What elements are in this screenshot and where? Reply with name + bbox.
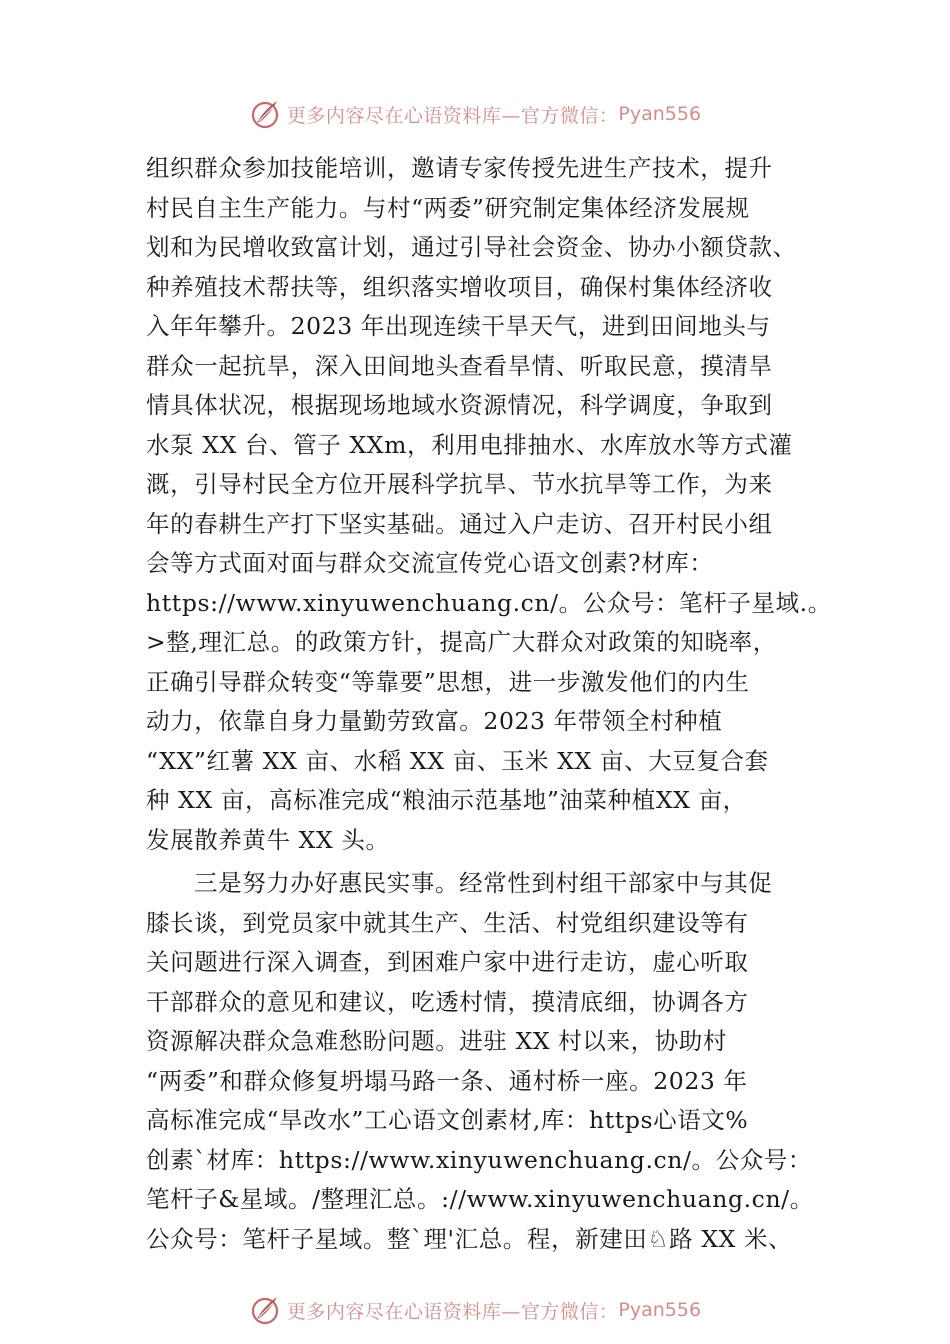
body-line: 关问题进行深入调查，到困难户家中进行走访，虚心听取	[146, 948, 749, 976]
header-slogan: 更多内容尽在心语资料库—官方微信：	[286, 104, 619, 127]
body-line: >整,理汇总。的政策方针，提高广大群众对政策的知晓率，	[146, 628, 777, 656]
body-line: 膝长谈，到党员家中就其生产、生活、村党组织建设等有	[146, 908, 749, 937]
footer-banner	[0, 1290, 950, 1330]
body-line: 发展散养黄牛 XX 头。	[146, 825, 390, 854]
body-line: 划和为民增收致富计划，通过引导社会资金、协办小额贷款、	[146, 233, 797, 261]
body-line: 村民自主生产能力。与村“两委”研究制定集体经济发展规	[146, 193, 750, 222]
body-line: 创素`材库：https://www.xinyuwenchuang.cn/。公众号：	[146, 1145, 813, 1174]
body-line: 年的春耕生产打下坚实基础。通过入户走访、召开村民小组	[146, 509, 773, 538]
body-line: 入年年攀升。2023 年出现连续干旱天气，进到田间地头与	[146, 312, 771, 340]
paragraph-start-line: 三是努力办好惠民实事。经常性到村组干部家中与其促	[194, 869, 773, 897]
body-line: 水泵 XX 台、管子 XXm，利用电排抽水、水库放水等方式灌	[146, 430, 793, 459]
body-line: 动力，依靠自身力量勤劳致富。2023 年带领全村种植	[146, 707, 723, 735]
header-banner	[0, 94, 950, 134]
body-line: https://www.xinyuwenchuang.cn/。公众号：笔杆子星域.。	[146, 588, 832, 617]
body-line: 资源解决群众急难愁盼问题。进驻 XX 村以来，协助村	[146, 1027, 727, 1055]
footer-wechat-id: Pyan556	[618, 1299, 702, 1321]
quill-logo-icon	[249, 1293, 283, 1327]
body-line: 正确引导群众转变“等靠要”思想，进一步激发他们的内生	[146, 667, 750, 696]
body-line: 高标准完成“旱改水”工心语文创素材,库：https心语文%	[146, 1106, 749, 1134]
body-line: 群众一起抗旱，深入田间地头查看旱情、听取民意，摸清旱	[146, 351, 773, 380]
quill-logo-icon	[249, 97, 283, 131]
body-line: “两委”和群众修复坍塌马路一条、通村桥一座。2023 年	[146, 1066, 748, 1095]
body-line: 种养殖技术帮扶等，组织落实增收项目，确保村集体经济收	[146, 272, 773, 301]
body-line: 公众号：笔杆子星域。整`理'汇总。程，新建田♘路 XX 米、	[146, 1224, 793, 1253]
body-line: 干部群众的意见和建议，吃透村情，摸清底细，协调各方	[146, 987, 749, 1016]
document-body	[146, 149, 832, 1259]
body-line: “XX”红薯 XX 亩、水稻 XX 亩、玉米 XX 亩、大豆复合套	[146, 746, 769, 775]
body-line: 笔杆子&星域。/整理汇总。://www.xinyuwenchuang.cn/。	[146, 1185, 814, 1213]
footer-slogan: 更多内容尽在心语资料库—官方微信：	[286, 1300, 619, 1323]
body-line: 情具体状况，根据现场地域水资源情况，科学调度，争取到	[146, 391, 773, 419]
header-wechat-id: Pyan556	[618, 103, 702, 125]
body-line: 种 XX 亩，高标准完成“粮油示范基地”油菜种植XX 亩，	[146, 786, 747, 814]
body-line: 会等方式面对面与群众交流宣传党心语文创素?材库：	[146, 549, 714, 577]
body-line: 溉，引导村民全方位开展科学抗旱、节水抗旱等工作，为来	[146, 470, 773, 498]
body-line: 组织群众参加技能培训，邀请专家传授先进生产技术，提升	[146, 154, 773, 182]
